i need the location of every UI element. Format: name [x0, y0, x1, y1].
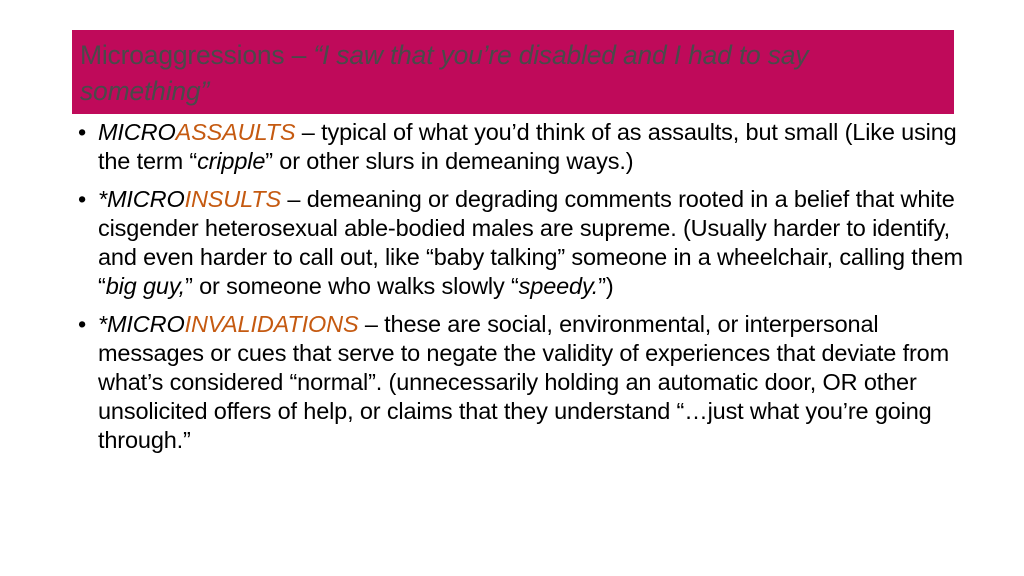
- bullet-text: ” or someone who walks slowly “: [185, 273, 519, 299]
- bullet-italic: speedy.: [518, 273, 599, 299]
- term-highlight: INSULTS: [184, 186, 282, 212]
- bullet-text: ”): [598, 273, 614, 299]
- term-highlight: ASSAULTS: [175, 119, 296, 145]
- bullet-text: ” or other slurs in demeaning ways.): [265, 148, 634, 174]
- title-plain: Microaggressions –: [80, 40, 314, 70]
- term-highlight: INVALIDATIONS: [184, 311, 359, 337]
- slide-title: [72, 30, 954, 114]
- bullet-italic: cripple: [197, 148, 266, 174]
- term-prefix: *MICRO: [98, 186, 185, 212]
- bullet-text: – these are social, environmental, or interpersonal messages or cues that serve to negate the validity of experiences that deviate from what’s considered “normal”. (unnecessarily holding an automatic door, OR other unsolicited offers of help, or claims that they understand “…just what you’re going through.”: [98, 311, 949, 453]
- term-prefix: MICRO: [98, 119, 176, 145]
- bullet-microinsults: [76, 185, 966, 301]
- title-quote: “I saw that you’re disabled and I had to say something”: [80, 40, 809, 106]
- bullet-text: – typical of what you’d think of as assaults, but small (Like using the term “: [98, 119, 957, 174]
- bullet-marker: •: [78, 119, 87, 145]
- bullet-microinvalidations: [76, 310, 966, 455]
- bullet-microassaults: [76, 118, 966, 176]
- bullet-list: [76, 118, 966, 464]
- bullet-text: – demeaning or degrading comments rooted in a belief that white cisgender heterosexual able-bodied males are supreme. (Usually harder to identify, and even harder to call out, like “baby talking” someone in a wheelchair, calling them “: [98, 186, 963, 299]
- term-prefix: *MICRO: [98, 311, 185, 337]
- bullet-marker: •: [78, 186, 87, 212]
- bullet-italic: big guy,: [105, 273, 186, 299]
- bullet-marker: •: [78, 311, 87, 337]
